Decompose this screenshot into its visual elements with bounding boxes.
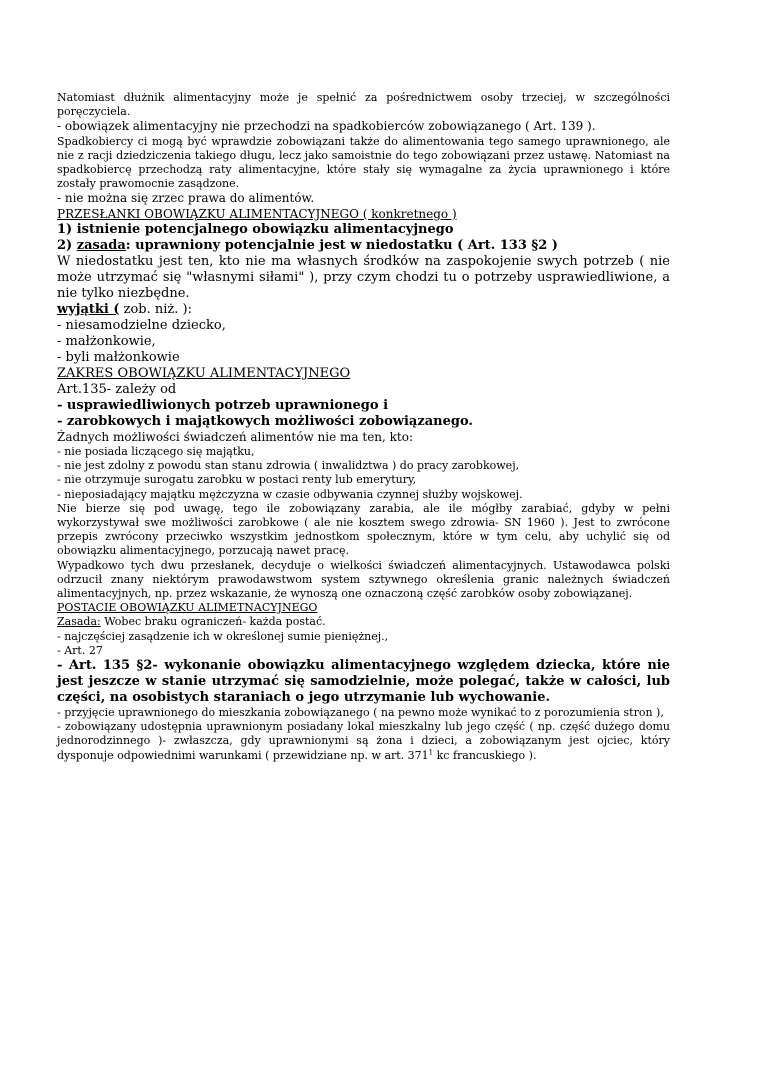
forms-principle: Zasada: Wobec braku ograniczeń- każda postać. (57, 615, 326, 629)
bullet-no-inheritance: - obowiązek alimentacyjny nie przechodzi na spadkobierców zobowiązanego ( Art. 139 ). (57, 119, 596, 134)
forms-item: - przyjęcie uprawnionego do mieszkania zobowiązanego ( na pewno może wynikać to z porozumienia stron ), (57, 706, 664, 720)
bullet-no-waiver: - nie można się zrzec prawa do alimentów. (57, 191, 315, 206)
forms-item: - najczęściej zasądzenie ich w określonej sumie pieniężnej., (57, 629, 389, 643)
paragraph-resultant: Wypadkowo tych dwu przesłanek, decyduje o wielkości świadczeń alimentacyjnych. Ustawodawca polski odrzucił znany niektórym prawodawstwom system sztywnego określenia granic należnych świadczeń alimentacyjnych, np. przez wskazanie, że wynoszą one oznaczoną część zarobków osoby zobowiązanej. (57, 558, 670, 601)
scope-item-needs: - usprawiedliwionych potrzeb uprawnionego i (57, 397, 389, 413)
no-capacity-item: - nie posiada liczącego się majątku, (57, 445, 255, 459)
forms-item: - Art. 27 (57, 643, 103, 657)
paragraph-need-definition: W niedostatku jest ten, kto nie ma własnych środków na zaspokojenie swych potrzeb ( nie może utrzymać się "własnymi siłami" ), przy czym chodzi tu o potrzeby usprawiedliwione, a nie tylko niezbędne. (57, 253, 670, 301)
exception-item: - małżonkowie, (57, 333, 156, 349)
document-page (57, 91, 670, 763)
scope-item-means: - zarobkowych i majątkowych możliwości zobowiązanego. (57, 413, 473, 429)
exception-item: - niesamodzielne dziecko, (57, 317, 226, 333)
no-capacity-intro: Żadnych możliwości świadczeń alimentów nie ma ten, kto: (57, 429, 414, 444)
paragraph-debtor-third-party: Natomiast dłużnik alimentacyjny może je spełnić za pośrednictwem osoby trzeciej, w szczególności poręczyciela. (57, 91, 670, 119)
no-capacity-item: - nie jest zdolny z powodu stan stanu zdrowia ( inwalidztwa ) do pracy zarobkowej, (57, 459, 520, 473)
section-heading-scope: ZAKRES OBOWIĄZKU ALIMENTACYJNEGO (57, 365, 351, 381)
paragraph-heirs: Spadkobiercy ci mogą być wprawdzie zobowiązani także do alimentowania tego samego uprawnionego, ale nie z racji dziedziczenia takiego długu, lecz jako samoistnie do tego zobowiązani przez ustawę. Natomiast na spadkobiercę przechodzą raty alimentacyjne, które stały się wymagalne za życia uprawnionego i które zostały prawomocnie zasądzone. (57, 134, 670, 191)
forms-principle-label: Zasada: (57, 615, 101, 629)
section-heading-forms: POSTACIE OBOWIĄZKU ALIMETNACYJNEGO (57, 601, 318, 615)
exceptions-label: wyjątki ( (57, 301, 120, 317)
scope-intro: Art.135- zależy od (57, 381, 177, 397)
no-capacity-item: - nieposiadający majątku mężczyzna w czasie odbywania czynnej służby wojskowej. (57, 487, 523, 501)
item-potential-obligation: 1) istnienie potencjalnego obowiązku alimentacyjnego (57, 221, 454, 237)
principle-label: zasada (76, 237, 126, 253)
superscript-1: 1 (428, 748, 434, 757)
forms-item-art-135: - Art. 135 §2- wykonanie obowiązku alimentacyjnego względem dziecka, które nie jest jeszcze w stanie utrzymać się samodzielnie, może polegać, także w całości, lub części, na osobistych staraniach o jego utrzymanie lub wychowanie. (57, 658, 670, 706)
section-heading-prerequisites: PRZESŁANKI OBOWIĄZKU ALIMENTACYJNEGO ( konkretnego ) (57, 206, 457, 221)
item-principle-need: 2) zasada: uprawniony potencjalnie jest w niedostatku ( Art. 133 §2 ) (57, 237, 558, 253)
exception-item: - byli małżonkowie (57, 349, 180, 365)
exceptions-line: wyjątki ( zob. niż. ): (57, 301, 192, 317)
no-capacity-item: - nie otrzymuje surogatu zarobku w postaci renty lub emerytury, (57, 473, 417, 487)
forms-item-dwelling: - zobowiązany udostępnia uprawnionym posiadany lokal mieszkalny lub jego część ( np. część dużego domu jednorodzinnego )- zwłaszcza, gdy uprawnionymi są żona i dzieci, a zobowiązanym jest ojciec, który dysponuje odpowiednimi warunkami ( przewidziane np. w art. $371^1$ kc francuskiego ). (57, 720, 670, 762)
paragraph-earning-capacity: Nie bierze się pod uwagę, tego ile zobowiązany zarabia, ale ile mógłby zarabiać, gdyby w pełni wykorzystywał swe możliwości zarobkowe ( ale nie kosztem swego zdrowia- SN 1960 ). Jest to zwrócone przepis zwrócony przeciwko wszystkim jednostkom społecznym, które w tym celu, aby uchylić się od obowiązku alimentacyjnego, porzucają nawet pracę. (57, 501, 670, 558)
